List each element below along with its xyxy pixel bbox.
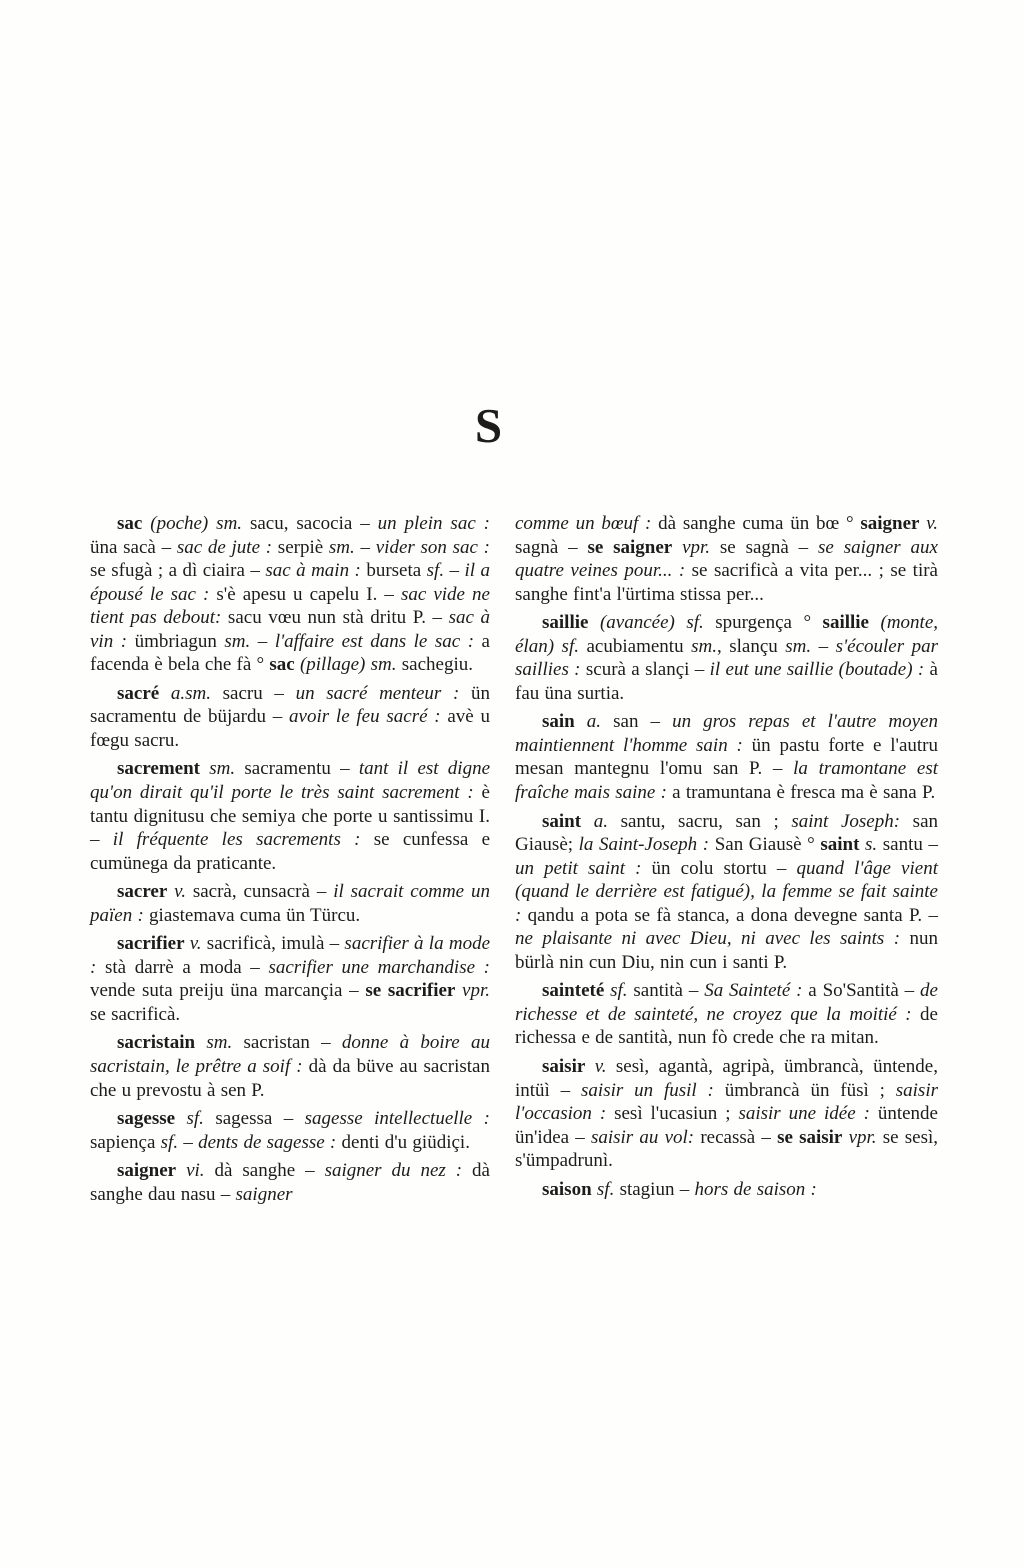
headword: saillie (542, 612, 589, 634)
entry-sacrement (90, 757, 490, 875)
french-phrase: sac de jute : (176, 536, 273, 558)
translation-text: santu, sacru, san ; (607, 810, 792, 832)
french-phrase: il fréquente les sacrements : (112, 829, 361, 851)
translation-text: ümbrancà ün füsì ; (713, 1079, 896, 1101)
french-phrase: sf. (160, 1131, 179, 1153)
entry-saison (515, 1178, 938, 1202)
translation-text: sacrà, cunsacrà – (185, 881, 334, 903)
translation-text: sagnà – (515, 536, 588, 558)
french-phrase: un gros repas et l'autre moyen maintiennent l'homme sain : (515, 711, 938, 756)
french-phrase: il sacrait comme un païen : (90, 881, 490, 926)
translation-text: sacristan – (232, 1032, 342, 1054)
french-phrase: sm. (691, 635, 717, 657)
translation-text: san Giausè; (515, 810, 938, 856)
french-phrase: (avancée) sf. (588, 612, 704, 634)
french-phrase: saint Joseph: (791, 810, 901, 832)
french-phrase: a.sm. (159, 682, 211, 704)
translation-text: sagessa – (203, 1108, 305, 1130)
french-phrase: sm. (195, 1032, 233, 1054)
french-phrase: de richesse et de sainteté, ne croyez que la moitié : (515, 980, 938, 1025)
translation-text: , slançu (716, 635, 786, 657)
translation-text: spurgença ° (703, 612, 823, 634)
french-phrase: s'écouler par saillies : (515, 635, 939, 681)
entry-saintete (515, 979, 938, 1050)
entry-saigner-continuation (515, 512, 938, 606)
french-phrase: saisir une idée : (738, 1103, 870, 1125)
translation-text: scurà a slançi – (580, 659, 710, 681)
french-phrase: un sacré menteur : (295, 682, 460, 704)
translation-text: sapiença (90, 1131, 161, 1153)
headword: saint (820, 834, 860, 856)
headword: sain (542, 711, 575, 733)
french-phrase: sm. (200, 758, 236, 780)
french-phrase: Sa Sainteté : (704, 980, 803, 1002)
french-phrase: saigner du nez : (324, 1160, 463, 1182)
headword: sac (117, 513, 143, 534)
translation-text: denti d'u giüdiçi. (336, 1131, 470, 1153)
translation-text: – (444, 560, 465, 582)
french-phrase: comme un bœuf : (515, 513, 652, 534)
translation-text: avè u fœgu sacru. (90, 706, 491, 751)
headword: se sacrifier (365, 980, 456, 1002)
entry-sain (515, 710, 938, 804)
translation-text: è tantu dignitusu che semiya che porte u santissimu I. – (90, 782, 490, 851)
translation-text: sesì l'ucasiun ; (606, 1103, 739, 1125)
french-phrase: saisir au vol: (590, 1126, 695, 1148)
translation-text: ümbriagun (127, 630, 225, 652)
translation-text: dà sanghe dau nasu – (90, 1160, 490, 1205)
translation-text: sacru – (210, 682, 296, 704)
french-phrase: sf. (175, 1108, 204, 1130)
french-phrase: sf. (604, 980, 628, 1002)
translation-text: ün sacramentu de büjardu – (90, 682, 490, 728)
translation-text: a So'Santità – (802, 980, 921, 1002)
headword: saigner (117, 1160, 177, 1182)
translation-text: sachegiu. (396, 654, 473, 676)
french-phrase: sacrifier à la mode : (90, 933, 490, 978)
translation-text: ün pastu forte e l'autru mesan mantegnu l'omu san P. – (515, 734, 939, 780)
translation-text: üna sacà – (90, 536, 177, 558)
translation-text: – (178, 1131, 199, 1153)
french-phrase: sf. (426, 560, 445, 582)
french-phrase: vpr. (455, 980, 490, 1002)
french-phrase: se saigner aux quatre veines pour... : (515, 536, 938, 582)
translation-text: a tramuntana è fresca ma è sana P. (666, 782, 936, 804)
translation-text: sesì, agantà, agripà, ümbrancà, üntende, intüì – (515, 1056, 938, 1101)
translation-text: recassà – (694, 1126, 778, 1148)
translation-text: vende suta preiju üna marcançia – (90, 980, 366, 1002)
french-phrase: a. (574, 711, 602, 733)
translation-text: se cunfessa e cumünega da praticante. (90, 829, 490, 874)
french-phrase: sagesse intellectuelle : (304, 1108, 490, 1130)
headword: saint (542, 810, 582, 832)
entry-sacrifier (90, 932, 490, 1026)
french-phrase: un plein sac : (377, 513, 490, 534)
translation-text: dà da büve au sacristan che u prevostu à sen P. (90, 1056, 490, 1101)
column-right (515, 512, 938, 1206)
french-phrase: s. (859, 834, 878, 856)
translation-text: sacu, sacocia – (242, 513, 378, 534)
column-left (90, 512, 490, 1206)
headword: sacrer (117, 881, 168, 903)
translation-text: à fau üna surtia. (515, 659, 938, 704)
headword: sacristain (117, 1032, 196, 1054)
translation-text: dà sanghe cuma ün bœ ° (651, 513, 861, 534)
french-phrase: la Saint-Joseph : (578, 834, 710, 856)
translation-text: stagiun – (614, 1178, 695, 1200)
french-phrase: (monte, élan) sf. (515, 612, 939, 657)
headword: saillie (822, 612, 869, 634)
french-phrase: dents de sagesse : (198, 1131, 337, 1153)
translation-text: santità – (627, 980, 705, 1002)
translation-text: qandu a pota se fà stanca, a dona devegne santa P. – (521, 904, 938, 926)
french-phrase: il eut une saillie (boutade) : (709, 659, 925, 681)
french-phrase: sm. (224, 630, 251, 652)
translation-text: üntende ün'idea – (515, 1103, 938, 1148)
headword: sac (269, 654, 295, 676)
translation-text: de richessa e de santità, nun fò crede che ra mitan. (515, 1003, 938, 1049)
french-phrase: sm. (785, 635, 812, 657)
entry-sacrer (90, 880, 490, 927)
french-phrase: (pillage) sm. (294, 654, 397, 676)
translation-text: burseta (360, 560, 427, 582)
french-phrase: saigner (235, 1183, 293, 1205)
entry-sagesse (90, 1107, 490, 1154)
french-phrase: v. (919, 513, 938, 534)
headword: saisir (542, 1056, 586, 1078)
headword: saigner (860, 513, 920, 534)
translation-text: se sacrificà. (90, 1003, 181, 1025)
headword: se saisir (777, 1126, 843, 1148)
translation-text: ün colu stortu – (641, 857, 797, 879)
headword: saison (542, 1178, 592, 1200)
translation-text: nun bürlà nin cun Diu, nin cun i santi P. (515, 928, 939, 973)
french-phrase: saisir l'occasion : (515, 1079, 938, 1125)
headword: sainteté (542, 980, 605, 1002)
headword: sacrifier (117, 933, 185, 955)
french-phrase: quand l'âge vient (quand le derrière est fatigué), la femme se fait sainte : (515, 857, 938, 926)
french-phrase: sac à vin : (90, 607, 491, 652)
french-phrase: sm. (328, 536, 355, 558)
translation-text: – (250, 630, 275, 652)
headword: se saigner (587, 536, 673, 558)
french-phrase: ne plaisante ni avec Dieu, ni avec les saints : (515, 928, 901, 950)
translation-text: a facenda è bela che fà ° (90, 630, 490, 676)
translation-text: se sagnà – (710, 536, 819, 558)
french-phrase: hors de saison : (694, 1178, 817, 1200)
french-phrase: il a épousé le sac : (90, 560, 491, 605)
french-phrase: vpr. (672, 536, 711, 558)
text-columns (90, 512, 938, 1206)
translation-text: se sacrificà a vita per... ; se tirà sanghe fint'a l'ürtima stissa per... (515, 560, 938, 605)
french-phrase: la tramontane est fraîche mais saine : (515, 758, 938, 804)
translation-text: san – (601, 711, 673, 733)
translation-text: – (811, 635, 836, 657)
french-phrase: v. (184, 933, 202, 955)
entry-sac (90, 512, 490, 677)
french-phrase: vpr. (842, 1126, 877, 1148)
french-phrase: v. (585, 1056, 607, 1078)
translation-text: sacu vœu nun stà dritu P. – (221, 607, 449, 629)
translation-text: San Giausè ° (709, 834, 821, 856)
translation-text: santu – (877, 834, 938, 856)
french-phrase: (poche) sm. (142, 513, 243, 534)
headword: sacré (117, 682, 160, 704)
translation-text: – (354, 536, 376, 558)
french-phrase: tant il est digne qu'on dirait qu'il porte le très saint sacrement : (90, 758, 491, 804)
french-phrase: sacrifier une marchandise : (268, 956, 490, 978)
french-phrase: donne à boire au sacristain, le prêtre a soif : (90, 1032, 490, 1078)
french-phrase: a. (581, 810, 608, 832)
translation-text: stà darrè a moda – (96, 956, 269, 978)
headword: sagesse (117, 1108, 176, 1130)
entry-saint (515, 810, 938, 975)
french-phrase: vi. (176, 1160, 205, 1182)
translation-text: sacramentu – (235, 758, 359, 780)
translation-text: dà sanghe – (204, 1160, 325, 1182)
french-phrase: v. (167, 881, 186, 903)
section-letter: S (474, 398, 504, 453)
french-phrase: l'affaire est dans le sac : (274, 630, 475, 652)
translation-text: se sfugà ; a dì ciaira – (90, 560, 266, 582)
translation-text: acubiamentu (578, 635, 692, 657)
french-phrase: sac vide ne tient pas debout: (90, 583, 490, 629)
french-phrase: sac à main : (265, 560, 361, 582)
entry-saisir (515, 1055, 938, 1173)
translation-text: serpiè (272, 536, 329, 558)
entry-sacre (90, 682, 490, 753)
entry-saillie (515, 611, 938, 705)
entry-sacristain (90, 1031, 490, 1102)
french-phrase: avoir le feu sacré : (289, 706, 441, 728)
entry-saigner (90, 1159, 490, 1206)
french-phrase: sf. (591, 1178, 615, 1200)
translation-text: sacrificà, imulà – (201, 933, 345, 955)
translation-text: giastemava cuma ün Türcu. (143, 904, 361, 926)
french-phrase: un petit saint : (515, 857, 642, 879)
translation-text: se sesì, s'ümpadrunì. (515, 1126, 939, 1172)
headword: sacrement (117, 758, 201, 780)
translation-text: s'è apesu u capelu I. – (209, 583, 401, 605)
french-phrase: vider son sac : (375, 536, 490, 558)
french-phrase: saisir un fusil : (581, 1079, 714, 1101)
